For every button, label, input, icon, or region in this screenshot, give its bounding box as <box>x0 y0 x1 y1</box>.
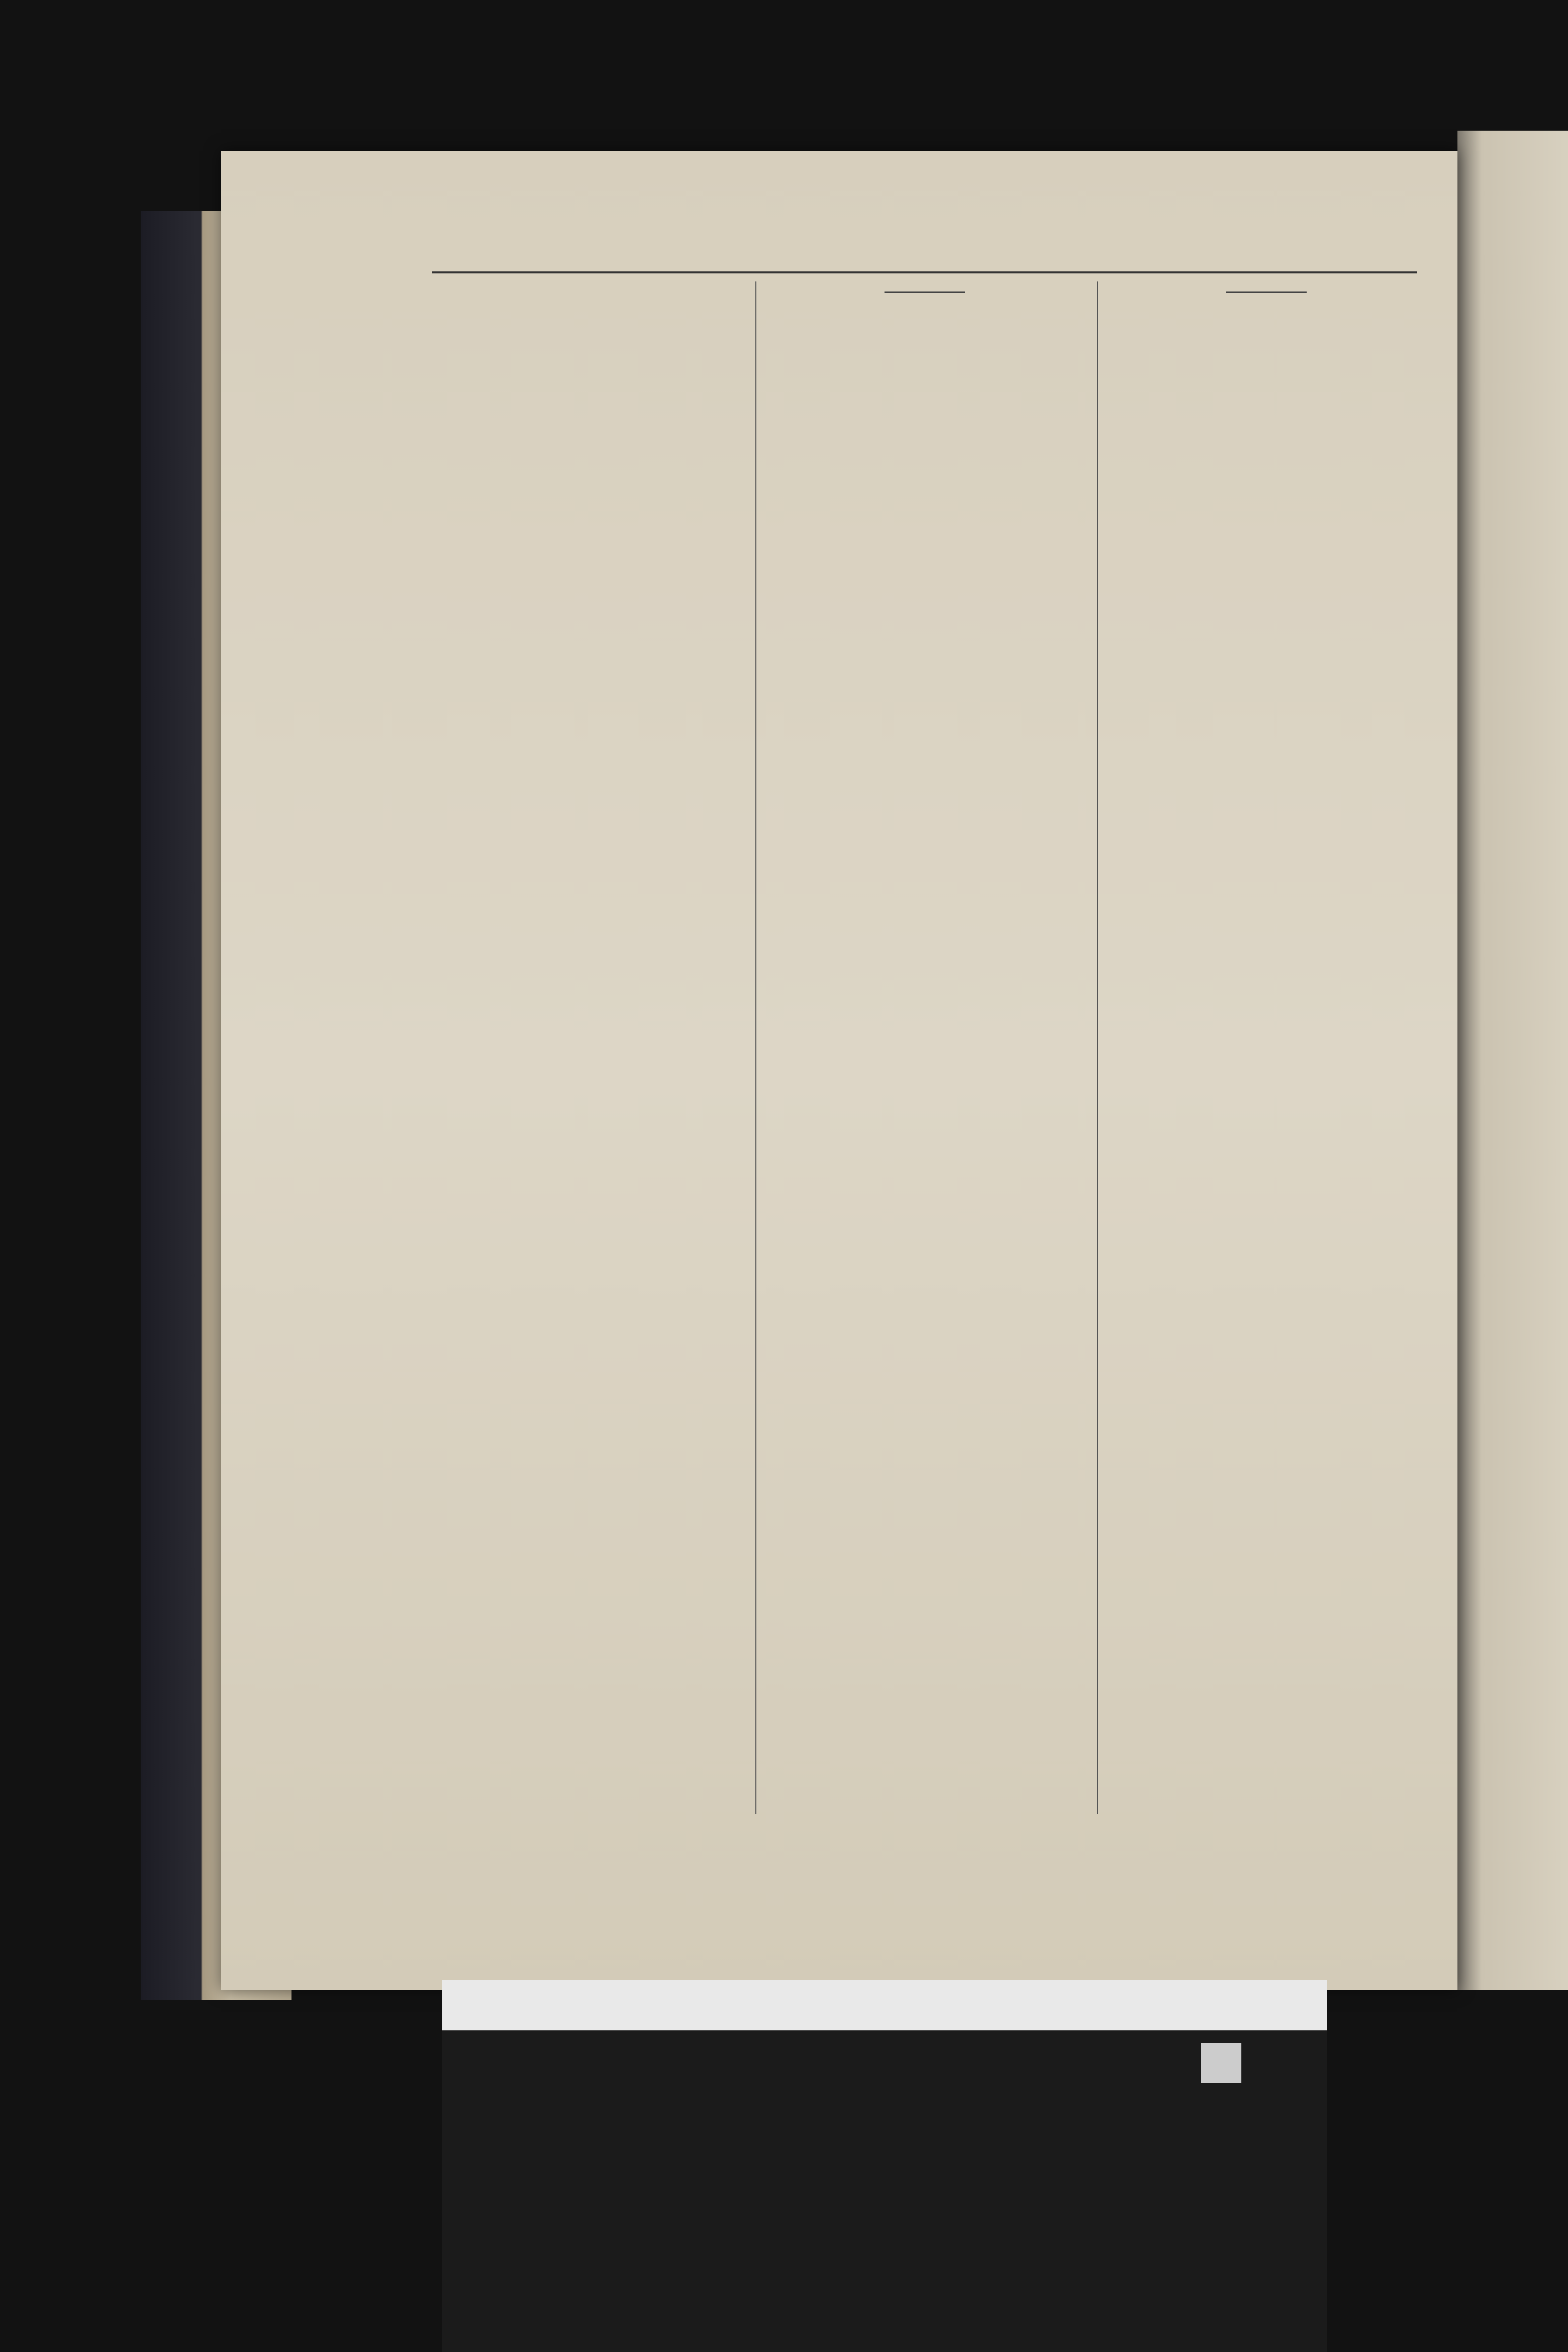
column-divider <box>755 281 756 1814</box>
header-rule <box>432 271 1417 273</box>
colour-chart <box>442 1980 1327 2352</box>
column-divider <box>1097 281 1098 1814</box>
section-rule <box>885 291 965 293</box>
text-column-3 <box>1106 286 1427 1809</box>
facing-page-column <box>1493 281 1568 1789</box>
text-column-1 <box>422 286 744 1809</box>
ruler <box>442 1980 1327 2030</box>
text-column-2 <box>764 286 1086 1809</box>
manufacturer-logo <box>1201 2043 1241 2083</box>
section-rule <box>1226 291 1307 293</box>
